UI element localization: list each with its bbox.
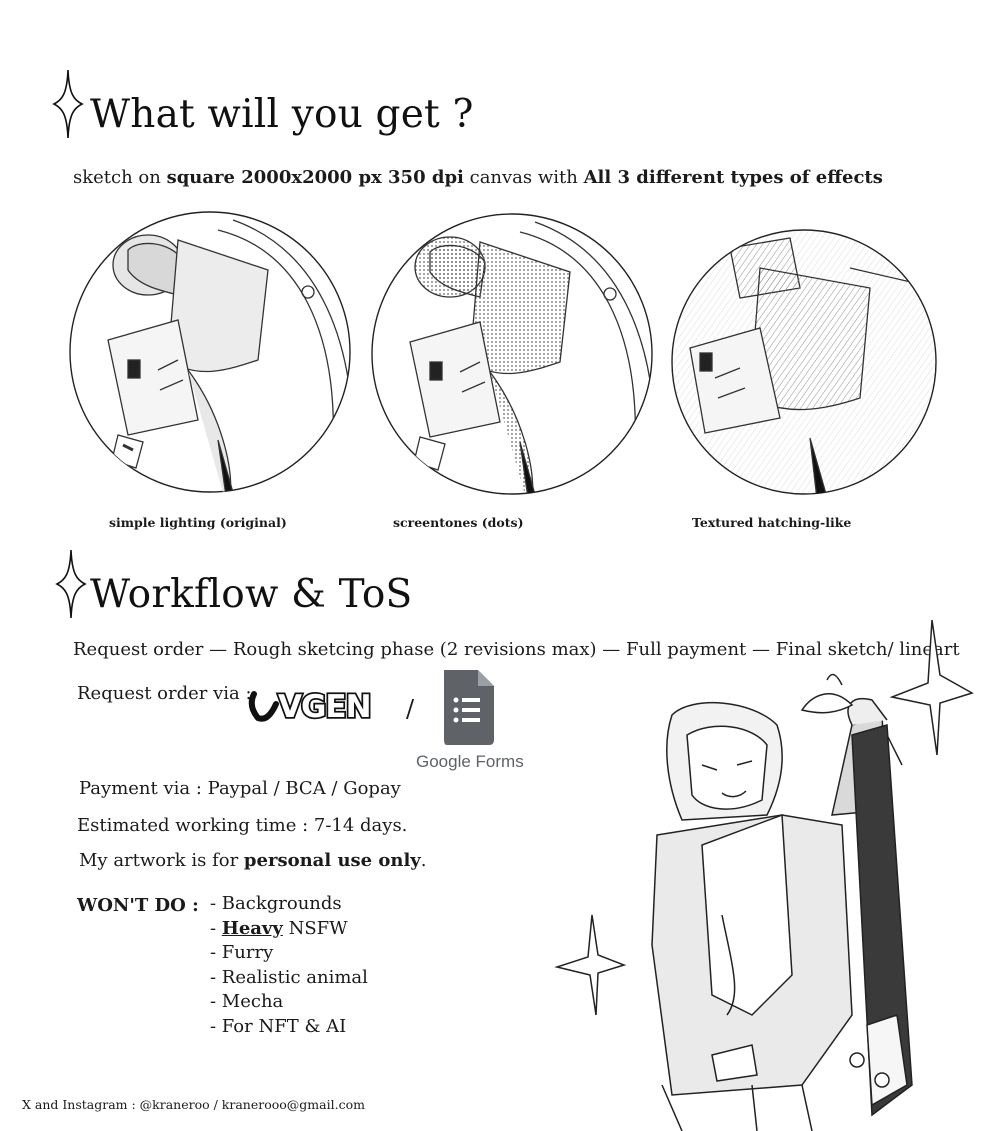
caption-simple-lighting: simple lighting (original): [109, 515, 287, 530]
deliverables-description: sketch on square 2000x2000 px 350 dpi canvas with All 3 different types of effects: [73, 167, 883, 188]
sample-artwork-hatching: [670, 228, 938, 496]
payment-methods: Payment via : Paypal / BCA / Gopay: [79, 778, 401, 799]
request-order-label: Request order via :: [77, 683, 252, 704]
section-title-workflow: Workflow & ToS: [90, 572, 413, 617]
sparkle-icon: [52, 68, 84, 140]
list-item: - Mecha: [210, 991, 284, 1012]
workflow-steps: Request order — Rough sketcing phase (2 revisions max) — Full payment — Final sketch/ lineart: [73, 639, 960, 660]
caption-screentones: screentones (dots): [393, 515, 524, 530]
vgen-logo[interactable]: [248, 686, 396, 726]
list-item: - Furry: [210, 942, 274, 963]
list-item: - Realistic animal: [210, 966, 368, 988]
svg-text:VGEN: VGEN: [278, 689, 371, 725]
usage-terms: My artwork is for personal use only.: [79, 850, 427, 871]
caption-hatching: Textured hatching-like: [692, 515, 852, 530]
character-illustration: [552, 615, 977, 1131]
wont-do-label: WON'T DO :: [77, 895, 199, 916]
sample-artwork-simple-lighting: [68, 210, 352, 494]
list-item: - Backgrounds: [210, 893, 342, 914]
list-item: - Heavy NSFW: [210, 917, 348, 939]
order-separator: /: [406, 695, 415, 723]
wont-do-list: [210, 892, 368, 1039]
google-forms-icon[interactable]: [440, 670, 496, 745]
contact-info: X and Instagram : @kraneroo / kranerooo@gmail.com: [22, 1097, 365, 1112]
section-title-what-you-get: What will you get ?: [90, 92, 474, 137]
google-forms-label: Google Forms: [416, 752, 524, 771]
working-time: Estimated working time : 7-14 days.: [77, 815, 408, 836]
list-item: - For NFT & AI: [210, 1015, 347, 1037]
sample-artwork-screentones: [370, 212, 654, 496]
sparkle-icon: [55, 548, 87, 620]
